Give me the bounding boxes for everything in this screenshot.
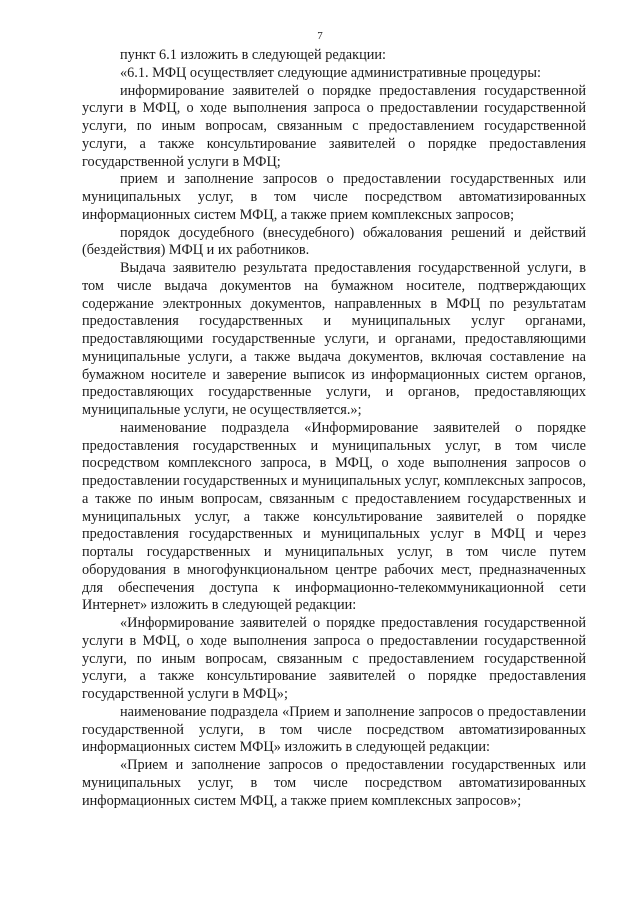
page-number: 7 — [317, 30, 323, 42]
paragraph: прием и заполнение запросов о предоставлении государственных или муниципальных услуг, в том числе посредством автоматизированных информационных систем МФЦ, а также прием комплексных запросов; — [82, 171, 586, 223]
paragraph: порядок досудебного (внесудебного) обжалования решений и действий (бездействия) МФЦ и их работников. — [82, 224, 586, 259]
paragraph: «Информирование заявителей о порядке предоставления государственной услуги в МФЦ, о ходе выполнения запроса о предоставлении государственной услуги, по иным вопросам, связанным с предоставлением государственной услуги, а также консультирование заявителей о порядке предоставления государственной услуги в МФЦ»; — [82, 615, 586, 702]
paragraph: Выдача заявителю результата предоставления государственной услуги, в том числе выдача документов на бумажном носителе, подтверждающих содержание электронных документов, направленных в МФЦ по результатам предоставления государственных и муниципальных услуг органами, предоставляющими государственные услуги, и органами, предоставляющими муниципальные услуги, а также выдача документов, включая составление на бумажном носителе и заверение выписок из информационных систем органов, предоставляющих государственные услуги, и органов, предоставляющих муниципальные услуги, не осуществляется.»; — [82, 260, 586, 418]
paragraph: пункт 6.1 изложить в следующей редакции: — [120, 47, 387, 63]
paragraph: наименование подраздела «Информирование заявителей о порядке предоставления государственных и муниципальных услуг, в том числе посредством комплексного запроса, в МФЦ, о ходе выполнения запросов о предоставлении государственных и муниципальных услуг, комплексных запросов, а также по иным вопросам, связанным с предоставлением государственных и муниципальных услуг, а также консультирование заявителей о порядке предоставления государственных и муниципальных услуг в МФЦ и через порталы государственных и муниципальных услуг, в том числе путем оборудования в многофункциональном центре рабочих мест, предназначенных для обеспечения доступа к информационно-телекоммуникационной сети Интернет» изложить в следующей редакции: — [82, 419, 586, 614]
paragraph: информирование заявителей о порядке предоставления государственной услуги в МФЦ, о ходе выполнения запроса о предоставлении государственной услуги, по иным вопросам, связанным с предоставлением государственной услуги, а также консультирование заявителей о порядке предоставления государственной услуги в МФЦ; — [82, 82, 586, 170]
paragraph: «Прием и заполнение запросов о предоставлении государственных или муниципальных услуг, в том числе посредством автоматизированных информационных систем МФЦ, а также прием комплексных запросов»; — [82, 757, 586, 809]
paragraph: наименование подраздела «Прием и заполнение запросов о предоставлении государственной услуги, в том числе посредством автоматизированных информационных систем МФЦ» изложить в следующей редакции: — [82, 703, 586, 756]
document-body — [82, 47, 586, 810]
paragraph: «6.1. МФЦ осуществляет следующие административные процедуры: — [120, 64, 542, 81]
